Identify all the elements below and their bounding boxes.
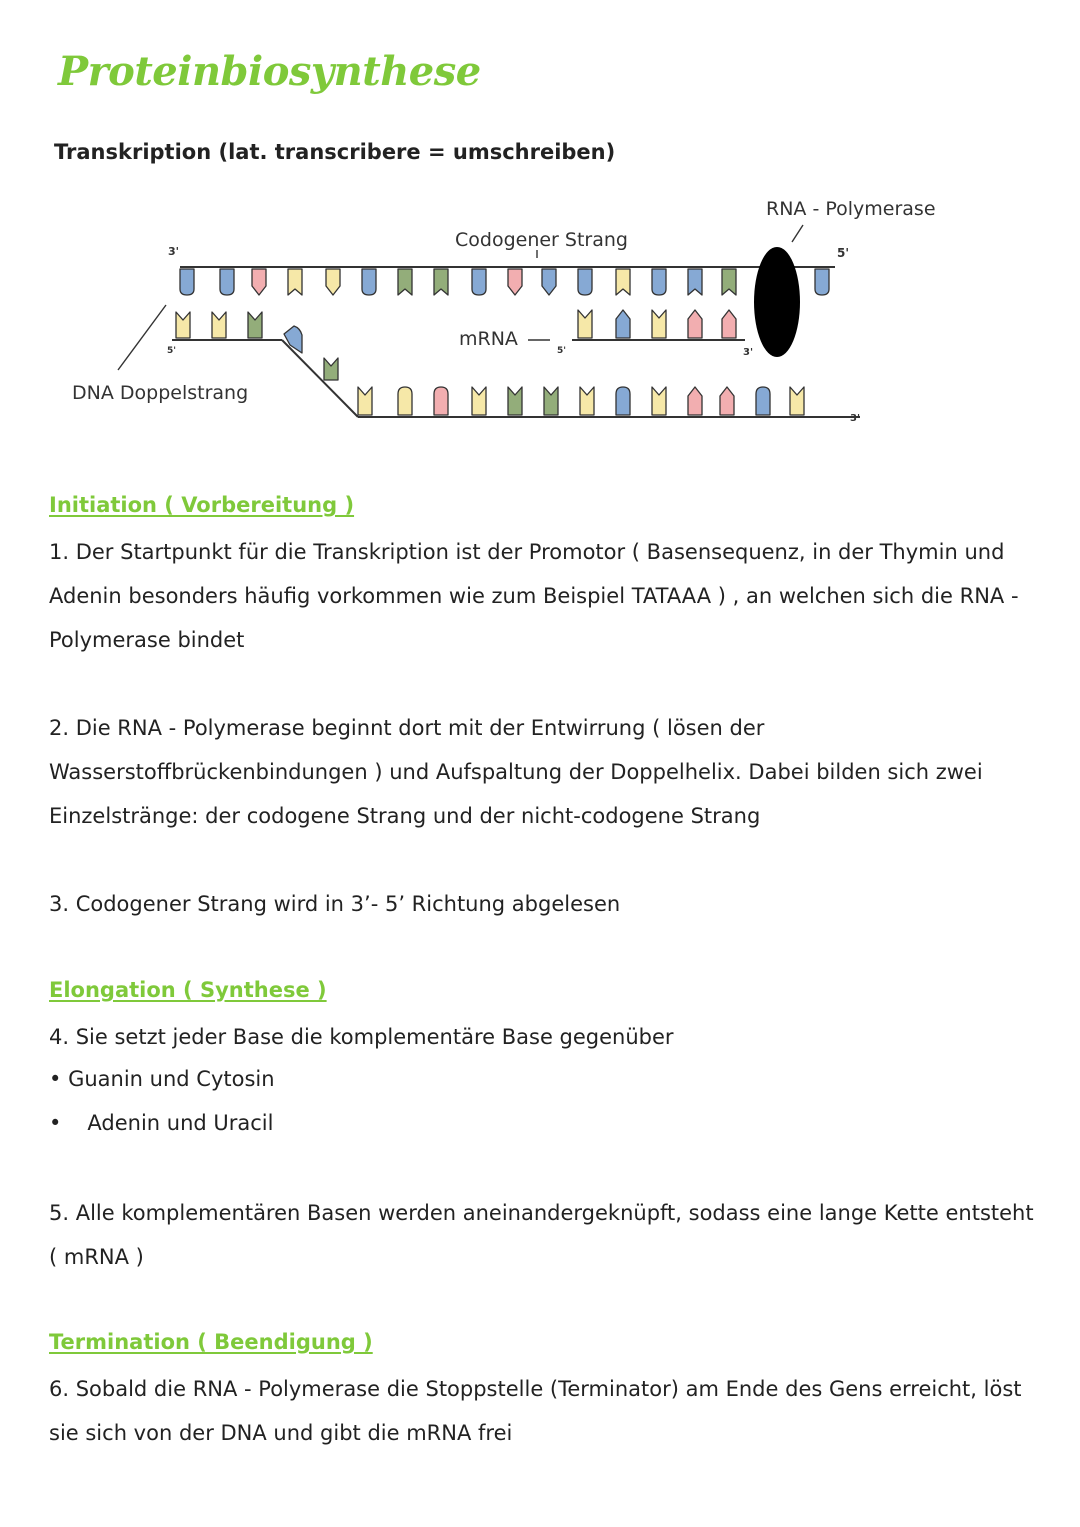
label-3-poly: 3' (743, 347, 754, 358)
label-5-top-right: 5' (837, 246, 850, 260)
base-shape (248, 312, 262, 338)
bullet-dot: • (49, 1067, 62, 1091)
label-3-bottom-right: 3' (850, 413, 861, 424)
paragraph-step-1: 1. Der Startpunkt für die Transkription ist der Promotor ( Basensequenz, in der Thymin und Adenin besonders häufig vorkommen wie zum Beispiel TATAAA ) , an welchen sich die RNA - Polymerase bindet (49, 540, 1019, 652)
paragraph-step-3: 3. Codogener Strang wird in 3’- 5’ Richtung abgelesen (49, 892, 621, 916)
base-shape (252, 269, 266, 295)
dna-pointer (118, 305, 166, 370)
strand-line (282, 340, 358, 417)
base-shape (815, 269, 829, 295)
base-shape (580, 387, 594, 415)
base-shape (284, 326, 302, 353)
base-shape (324, 358, 338, 380)
base-shape (542, 269, 556, 295)
bullet-guanin-cytosin: • Guanin und Cytosin (49, 1067, 275, 1091)
base-shape (220, 269, 234, 295)
base-shape (616, 269, 630, 295)
paragraph-step-6: 6. Sobald die RNA - Polymerase die Stoppstelle (Terminator) am Ende des Gens erreicht, löst sie sich von der DNA und gibt die mRNA frei (49, 1377, 1022, 1445)
base-shape (652, 387, 666, 415)
base-shape (544, 387, 558, 415)
label-mrna: mRNA (459, 328, 518, 350)
base-shape (288, 269, 302, 295)
label-5-left: 5' (167, 346, 177, 356)
base-shape (212, 312, 226, 338)
base-shape (688, 310, 702, 338)
label-3-top-left: 3' (168, 245, 180, 258)
base-shape (508, 269, 522, 295)
base-shape (434, 269, 448, 295)
label-codogener-strang: Codogener Strang (455, 229, 628, 251)
base-shape (616, 387, 630, 415)
label-rna-polymerase: RNA - Polymerase (766, 198, 936, 220)
base-shape (688, 387, 702, 415)
base-shape (652, 269, 666, 295)
label-5-mrna: 5' (557, 346, 567, 356)
base-shape (176, 312, 190, 338)
base-shape (688, 269, 702, 295)
base-shape (398, 269, 412, 295)
base-shape (180, 269, 194, 295)
base-shape (358, 387, 372, 415)
base-shape (508, 387, 522, 415)
base-shape (472, 269, 486, 295)
paragraph-step-4: 4. Sie setzt jeder Base die komplementäre Base gegenüber (49, 1025, 674, 1049)
base-shape (616, 310, 630, 338)
base-shape (578, 269, 592, 295)
base-shape (722, 269, 736, 295)
paragraph-step-2: 2. Die RNA - Polymerase beginnt dort mit der Entwirrung ( lösen der Wasserstoffbrückenbindungen ) und Aufspaltung der Doppelhelix. Dabei bilden sich zwei Einzelstränge: der codogene Strang und der nicht-codogene Strang (49, 716, 983, 828)
heading-elongation: Elongation ( Synthese ) (49, 978, 327, 1002)
paragraph-step-5: 5. Alle komplementären Basen werden aneinandergeknüpft, sodass eine lange Kette entsteht ( mRNA ) (49, 1201, 1034, 1269)
base-shape (790, 387, 804, 415)
base-shape (434, 387, 448, 415)
base-shape (398, 387, 412, 415)
transcription-diagram (0, 185, 1080, 439)
base-shape (652, 310, 666, 338)
heading-initiation: Initiation ( Vorbereitung ) (49, 493, 355, 517)
bullet-dot: • (49, 1111, 62, 1135)
base-shape (326, 269, 340, 295)
label-dna-doppelstrang: DNA Doppelstrang (72, 382, 249, 404)
bullet-adenin-uracil: • Adenin und Uracil (49, 1111, 274, 1135)
heading-termination: Termination ( Beendigung ) (49, 1330, 373, 1354)
base-shape (720, 387, 734, 415)
base-shape (362, 269, 376, 295)
base-shape (756, 387, 770, 415)
base-shape (472, 387, 486, 415)
base-shape (578, 310, 592, 338)
base-shape (722, 310, 736, 338)
page-subtitle: Transkription (lat. transcribere = umschreiben) (54, 140, 616, 164)
polymerase-pointer (792, 225, 803, 242)
page-title: Proteinbiosynthese (58, 48, 481, 95)
rna-polymerase-shape (754, 247, 800, 357)
